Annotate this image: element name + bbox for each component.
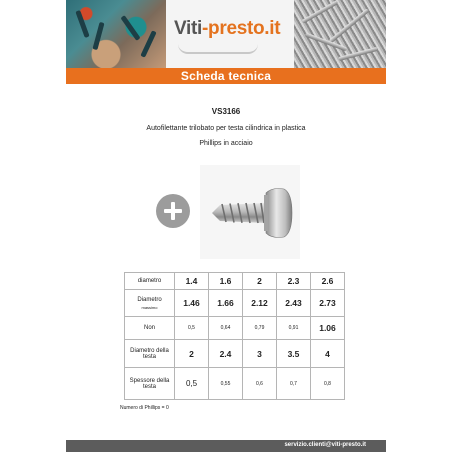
- product-image: [200, 165, 300, 259]
- product-code: VS3166: [211, 107, 241, 116]
- table-row: [125, 368, 345, 400]
- table-cell: 1.66: [209, 290, 243, 317]
- brand-logo: Viti-presto.it: [174, 18, 281, 39]
- section-title-band: Scheda tecnica: [66, 68, 386, 84]
- specifications-table: [124, 272, 345, 400]
- product-description-line2: Phillips in acciaio: [199, 140, 253, 147]
- table-cell: 0,55: [209, 368, 243, 400]
- table-cell: 2.73: [311, 290, 345, 317]
- table-cell: 1.06: [311, 317, 345, 340]
- phillips-note: Numero di Phillips = 0: [120, 405, 169, 411]
- table-cell: 1.6: [209, 273, 243, 290]
- row-label-sub: massimo: [141, 304, 158, 310]
- table-cell: 0,6: [243, 368, 277, 400]
- product-description-line1: Autofilettante trilobato per testa cilindrica in plastica: [146, 125, 306, 132]
- row-label: [125, 290, 175, 317]
- table-cell: 2.43: [277, 290, 311, 317]
- table-cell: 1.4: [175, 273, 209, 290]
- table-cell: 2: [243, 273, 277, 290]
- table-cell: 0,5: [175, 368, 209, 400]
- row-label: diametro: [125, 273, 175, 290]
- footer-email[interactable]: servizio.clienti@viti-presto.it: [284, 442, 366, 448]
- table-cell: 4: [311, 340, 345, 368]
- row-label: Non: [125, 317, 175, 340]
- table-cell: 2.6: [311, 273, 345, 290]
- table-cell: 2: [175, 340, 209, 368]
- table-row: [125, 340, 345, 368]
- plus-circle-icon: [156, 194, 190, 228]
- table-row: [125, 273, 345, 290]
- header-photo-screws: [294, 0, 386, 68]
- header-photo-tools: [66, 0, 166, 68]
- header: [66, 0, 386, 68]
- row-label-main: Diametro: [137, 296, 162, 303]
- table-cell: 2.12: [243, 290, 277, 317]
- footer: [66, 440, 386, 452]
- row-label: Diametro della testa: [125, 340, 175, 368]
- table-cell: 0,79: [243, 317, 277, 340]
- table-cell: 2.3: [277, 273, 311, 290]
- table-cell: 0,7: [277, 368, 311, 400]
- table-cell: 3.5: [277, 340, 311, 368]
- logo-swoosh: [178, 44, 258, 54]
- table-cell: 1.46: [175, 290, 209, 317]
- table-cell: 3: [243, 340, 277, 368]
- table-cell: 0,91: [277, 317, 311, 340]
- table-row: [125, 290, 345, 317]
- technical-sheet: [66, 0, 386, 452]
- table-cell: 0,8: [311, 368, 345, 400]
- table-cell: 0,64: [209, 317, 243, 340]
- table-cell: 2.4: [209, 340, 243, 368]
- row-label: Spessore della testa: [125, 368, 175, 400]
- table-cell: 0,5: [175, 317, 209, 340]
- table-row: [125, 317, 345, 340]
